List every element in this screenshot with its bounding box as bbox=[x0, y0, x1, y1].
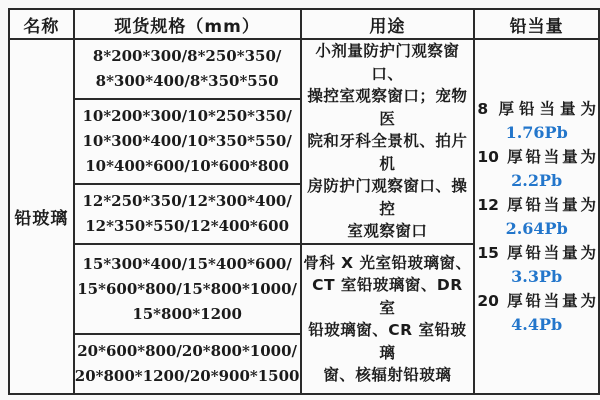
spec-cell-8mm: 8*200*300/8*250*350/ 8*300*400/8*350*550 bbox=[74, 39, 301, 99]
table-row bbox=[9, 39, 599, 99]
lead-glass-spec-table bbox=[8, 8, 600, 395]
header-usage: 用途 bbox=[301, 9, 475, 39]
lead-entry-value: 1.76Pb bbox=[505, 122, 568, 142]
lead-entry-label: 15 厚铅当量为 bbox=[477, 243, 596, 262]
spec-cell-15mm: 15*300*400/15*400*600/ 15*600*800/15*800*1000/ 15*800*1200 bbox=[74, 244, 301, 334]
lead-entry-value: 3.3Pb bbox=[511, 266, 563, 286]
header-name: 名称 bbox=[9, 9, 74, 39]
lead-entry-value: 2.2Pb bbox=[511, 170, 563, 190]
header-spec: 现货规格（mm） bbox=[74, 9, 301, 39]
spec-cell-20mm: 20*600*800/20*800*1000/ 20*800*1200/20*900*1500 bbox=[74, 334, 301, 394]
lead-entry-label: 10 厚铅当量为 bbox=[477, 147, 596, 166]
usage-cell-windows: 小剂量防护门观察窗口、 操控室观察窗口；宠物医 院和牙科全景机、拍片机 房防护门观察窗口、操控 室观察窗口 bbox=[301, 39, 475, 244]
lead-entry-value: 4.4Pb bbox=[511, 314, 563, 334]
lead-entry-value: 2.64Pb bbox=[505, 218, 568, 238]
lead-entry bbox=[475, 241, 598, 289]
lead-entry bbox=[475, 145, 598, 193]
spec-cell-10mm: 10*200*300/10*250*350/ 10*300*400/10*350*550/ 10*400*600/10*600*800 bbox=[74, 99, 301, 184]
lead-entry-label: 8 厚铅当量为 bbox=[477, 99, 596, 118]
table-header-row bbox=[9, 9, 599, 39]
lead-entry bbox=[475, 97, 598, 145]
usage-cell-medical-rooms: 骨科 X 光室铅玻璃窗、 CT 室铅玻璃窗、DR 室 铅玻璃窗、CR 室铅玻璃 窗、核辐射铅玻璃 bbox=[301, 244, 475, 394]
lead-entry bbox=[475, 289, 598, 337]
product-name-cell: 铅玻璃 bbox=[9, 39, 74, 394]
lead-entry-label: 12 厚铅当量为 bbox=[477, 195, 596, 214]
lead-entry-label: 20 厚铅当量为 bbox=[477, 291, 596, 310]
lead-equivalent-cell bbox=[474, 39, 599, 394]
header-lead: 铅当量 bbox=[474, 9, 599, 39]
lead-entry bbox=[475, 193, 598, 241]
spec-cell-12mm: 12*250*350/12*300*400/ 12*350*550/12*400*600 bbox=[74, 184, 301, 244]
